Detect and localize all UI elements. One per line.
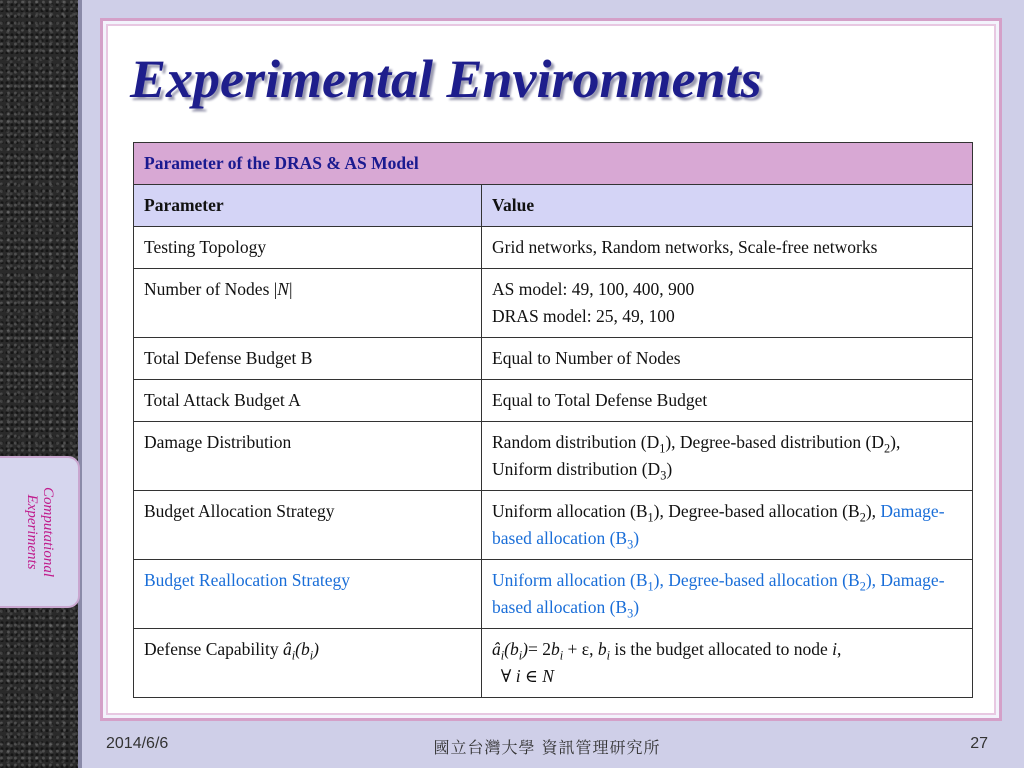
cell-param xyxy=(134,629,482,698)
footer-date: 2014/6/6 xyxy=(106,735,169,752)
side-tab-label: Computational Experiments xyxy=(24,486,56,578)
cell-param: Budget Allocation Strategy xyxy=(134,491,482,560)
left-texture-strip xyxy=(0,0,78,768)
cell-param: Total Attack Budget A xyxy=(134,380,482,422)
cell-param: Damage Distribution xyxy=(134,422,482,491)
strip-edge xyxy=(78,0,82,768)
parameter-table xyxy=(133,142,973,698)
slide-title: Experimental Environments xyxy=(130,49,762,109)
param-text: Number of Nodes | xyxy=(144,279,278,299)
cell-value xyxy=(482,269,973,338)
cell-value: Equal to Total Defense Budget xyxy=(482,380,973,422)
table-row xyxy=(134,380,973,422)
value-text: Random distribution (D xyxy=(492,432,660,452)
table-caption: Parameter of the DRAS & AS Model xyxy=(134,143,973,185)
header-parameter: Parameter xyxy=(134,185,482,227)
formula-i: i xyxy=(515,666,521,686)
value-text-highlight: ) xyxy=(633,528,640,548)
formula-b: b xyxy=(597,639,607,659)
value-text: ) xyxy=(666,459,673,479)
table-row xyxy=(134,227,973,269)
subscript: 1 xyxy=(659,441,666,456)
cell-param: Budget Reallocation Strategy xyxy=(134,560,482,629)
param-var: N xyxy=(277,279,289,299)
header-value: Value xyxy=(482,185,973,227)
formula-paren: ) xyxy=(522,639,528,659)
formula-b: b xyxy=(300,639,310,659)
subscript: i xyxy=(500,648,505,663)
element-of-symbol: ∈ xyxy=(524,666,538,686)
formula-eq: = 2 xyxy=(527,639,551,659)
table-row xyxy=(134,338,973,380)
cell-param: Testing Topology xyxy=(134,227,482,269)
value-text: ), xyxy=(865,501,881,521)
formula-b: b xyxy=(550,639,560,659)
cell-value xyxy=(482,560,973,629)
value-text: ) xyxy=(633,597,640,617)
value-text: is the budget allocated to node xyxy=(610,639,833,659)
value-line: DRAS model: 25, 49, 100 xyxy=(492,306,675,326)
subscript: 1 xyxy=(647,579,654,594)
subscript: 3 xyxy=(660,468,667,483)
footer-page-number: 27 xyxy=(970,735,988,752)
value-text: ), Degree-based distribution (D xyxy=(665,432,885,452)
formula-paren: ) xyxy=(313,639,319,659)
formula-N: N xyxy=(542,666,554,686)
formula-paren: ( xyxy=(295,639,301,659)
cell-param xyxy=(134,269,482,338)
cell-value: Equal to Number of Nodes xyxy=(482,338,973,380)
formula-a: â xyxy=(492,639,501,659)
value-line: AS model: 49, 100, 400, 900 xyxy=(492,279,695,299)
table-row-highlight xyxy=(134,560,973,629)
subscript: i xyxy=(291,648,296,663)
formula-a: â xyxy=(282,639,292,659)
subscript: 1 xyxy=(647,510,654,525)
value-text-highlight: Damage-based allocation (B xyxy=(492,501,945,548)
footer-organization: 國立台灣大學 資訊管理研究所 xyxy=(433,738,661,757)
value-text: ), Damage-based allocation (B xyxy=(492,570,945,617)
cell-value: Grid networks, Random networks, Scale-free networks xyxy=(482,227,973,269)
table-row xyxy=(134,629,973,698)
forall-symbol: ∀ xyxy=(500,666,512,686)
formula-plus: + ε, xyxy=(563,639,598,659)
value-text: ), Degree-based allocation (B xyxy=(653,570,860,590)
cell-value xyxy=(482,629,973,698)
value-text: , xyxy=(836,639,842,659)
cell-value xyxy=(482,422,973,491)
value-text: ), Uniform distribution (D xyxy=(492,432,901,479)
cell-value xyxy=(482,491,973,560)
table-header-row xyxy=(134,185,973,227)
subscript: 3 xyxy=(627,606,634,621)
table-row xyxy=(134,422,973,491)
table-row xyxy=(134,269,973,338)
subscript: 3 xyxy=(627,537,634,552)
subscript: i xyxy=(606,648,610,663)
subscript: i xyxy=(309,648,314,663)
formula-b: b xyxy=(509,639,519,659)
value-text: Uniform allocation (B xyxy=(492,501,648,521)
param-text: Defense Capability xyxy=(144,639,279,659)
table-row xyxy=(134,491,973,560)
param-text: | xyxy=(288,279,293,299)
cell-param: Total Defense Budget B xyxy=(134,338,482,380)
subscript: 2 xyxy=(884,441,891,456)
capability-equation xyxy=(492,639,528,663)
subscript: i xyxy=(518,648,523,663)
subscript: 2 xyxy=(859,510,866,525)
subscript: 2 xyxy=(859,579,866,594)
value-text: Uniform allocation (B xyxy=(492,570,648,590)
table-caption-row xyxy=(134,143,973,185)
capability-formula xyxy=(282,639,319,663)
formula-paren: ( xyxy=(504,639,510,659)
formula-node: i xyxy=(832,639,837,659)
subscript: i xyxy=(559,648,564,663)
value-text: ), Degree-based allocation (B xyxy=(653,501,860,521)
